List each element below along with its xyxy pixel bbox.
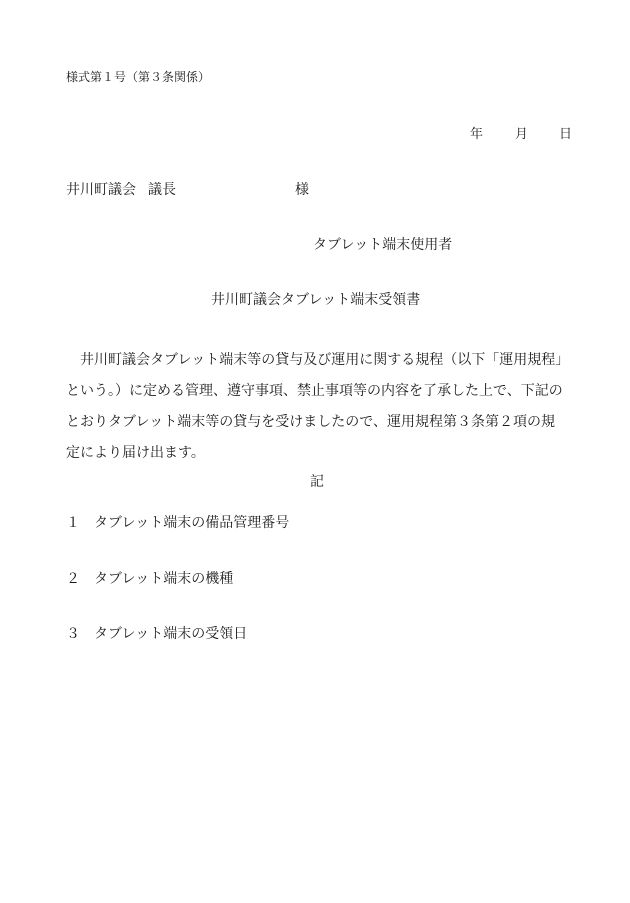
body-line: という。）に定める管理、遵守事項、禁止事項等の内容を了承した上で、下記の	[66, 383, 563, 399]
tablet-user-label: タブレット端末使用者	[313, 237, 453, 253]
addressee-org: 井川町議会	[66, 182, 136, 198]
item-number: ２	[66, 571, 80, 587]
list-item	[66, 572, 233, 586]
date-day-label: 日	[559, 127, 573, 142]
item-label: タブレット端末の備品管理番号	[94, 515, 290, 531]
body-line: とおりタブレット端末等の貸与を受けましたので、運用規程第３条第２項の規	[66, 414, 556, 430]
date-year-label: 年	[470, 127, 484, 142]
list-item	[66, 516, 289, 530]
item-number: ３	[66, 626, 80, 642]
item-label: タブレット端末の機種	[94, 571, 234, 587]
item-label: タブレット端末の受領日	[94, 626, 248, 642]
date-line	[470, 128, 572, 141]
list-item	[66, 627, 247, 641]
addressee-title: 議長	[148, 182, 176, 198]
addressee	[66, 182, 309, 198]
item-number: １	[66, 515, 80, 531]
document-title: 井川町議会タブレット端末受領書	[211, 292, 421, 308]
addressee-honorific: 様	[295, 182, 309, 198]
ki-heading: 記	[310, 474, 324, 490]
date-month-label: 月	[515, 127, 529, 142]
form-number: 様式第１号（第３条関係）	[66, 70, 211, 84]
body-line: 定により届け出ます。	[66, 445, 205, 461]
body-paragraph	[66, 345, 586, 469]
body-line: 井川町議会タブレット端末等の貸与及び運用に関する規程（以下「運用規程」	[66, 352, 570, 368]
